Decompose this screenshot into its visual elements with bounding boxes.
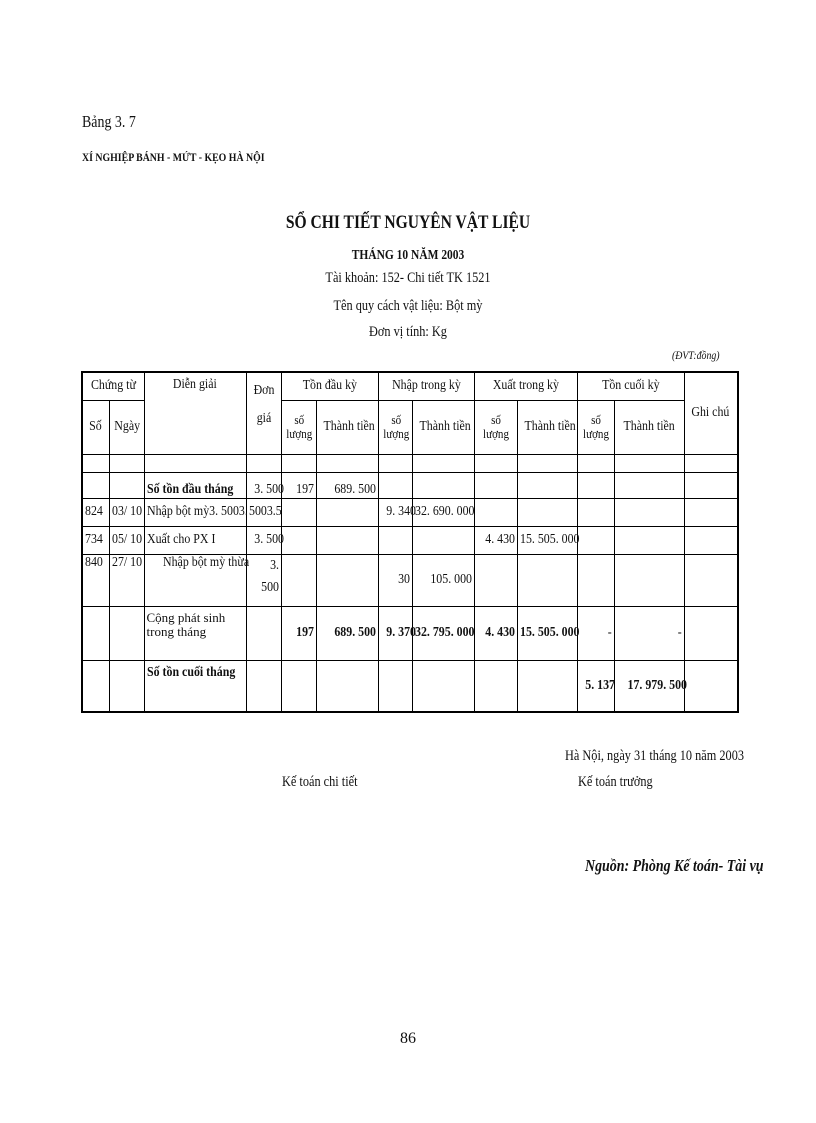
closing-balance-header: Tồn cuối kỳ: [577, 372, 684, 400]
material-line: Tên quy cách vật liệu: Bột mỳ: [333, 298, 483, 314]
receipts-qty-header: số lượng: [378, 400, 412, 454]
account-line: Tài khoản: 152- Chi tiết TK 1521: [325, 270, 491, 286]
voucher-number-header: Số: [82, 400, 109, 454]
source-note: Nguồn: Phòng Kế toán- Tài vụ: [585, 856, 764, 875]
voucher-header: Chứng từ: [82, 372, 144, 400]
opening-amount-header: Thành tiền: [316, 400, 378, 454]
page-number: 86: [400, 1030, 416, 1047]
closing-qty-header: số lượng: [577, 400, 614, 454]
total-row: Cộng phát sinh trong tháng 197 689. 500 9. 370 32. 795. 000 4. 430 15. 505. 000 - -: [82, 606, 738, 660]
opening-balance-header: Tồn đầu kỳ: [281, 372, 378, 400]
closing-row: Số tồn cuối tháng 5. 137 17. 979. 500: [82, 660, 738, 712]
date-place: Hà Nội, ngày 31 tháng 10 năm 2003: [565, 748, 745, 764]
issues-amount-header: Thành tiền: [517, 400, 577, 454]
currency-unit-note: (ĐVT:đồng): [672, 348, 720, 362]
unit-line: Đơn vị tính: Kg: [369, 324, 447, 340]
document-title: SỔ CHI TIẾT NGUYÊN VẬT LIỆU: [285, 212, 531, 233]
header-row-groups: [82, 372, 738, 400]
description-header: Diễn giải: [144, 372, 246, 454]
issues-header: Xuất trong kỳ: [474, 372, 577, 400]
table-row: 734 05/ 10 Xuất cho PX I 3. 500 4. 430 15. 505. 000: [82, 526, 738, 554]
unit-price-header: Đơn giá: [246, 372, 281, 454]
table-row: Số tồn đầu tháng 3. 500 197 689. 500: [82, 472, 738, 498]
opening-qty-header: số lượng: [281, 400, 316, 454]
receipts-header: Nhập trong kỳ: [378, 372, 474, 400]
spacer-row: [82, 454, 738, 472]
closing-amount-header: Thành tiền: [614, 400, 684, 454]
notes-header: Ghi chú: [684, 372, 738, 454]
chief-accountant-signature-label: Kế toán trưởng: [578, 774, 653, 790]
detail-accountant-signature-label: Kế toán chi tiết: [282, 774, 358, 790]
material-ledger-table: [81, 371, 739, 713]
period-line: THÁNG 10 NĂM 2003: [351, 248, 465, 263]
receipts-amount-header: Thành tiền: [412, 400, 474, 454]
table-row: 824 03/ 10 Nhập bột mỳ3. 5003. 5003.5 9. 340 32. 690. 000: [82, 498, 738, 526]
table-label: Bảng 3. 7: [82, 112, 136, 131]
table-row: 840 27/ 10 Nhập bột mỳ thừa 3. 500 30 105. 000: [82, 554, 738, 606]
company-name: XÍ NGHIỆP BÁNH - MỨT - KẸO HÀ NỘI: [82, 150, 265, 164]
issues-qty-header: số lượng: [474, 400, 517, 454]
voucher-date-header: Ngày: [109, 400, 144, 454]
